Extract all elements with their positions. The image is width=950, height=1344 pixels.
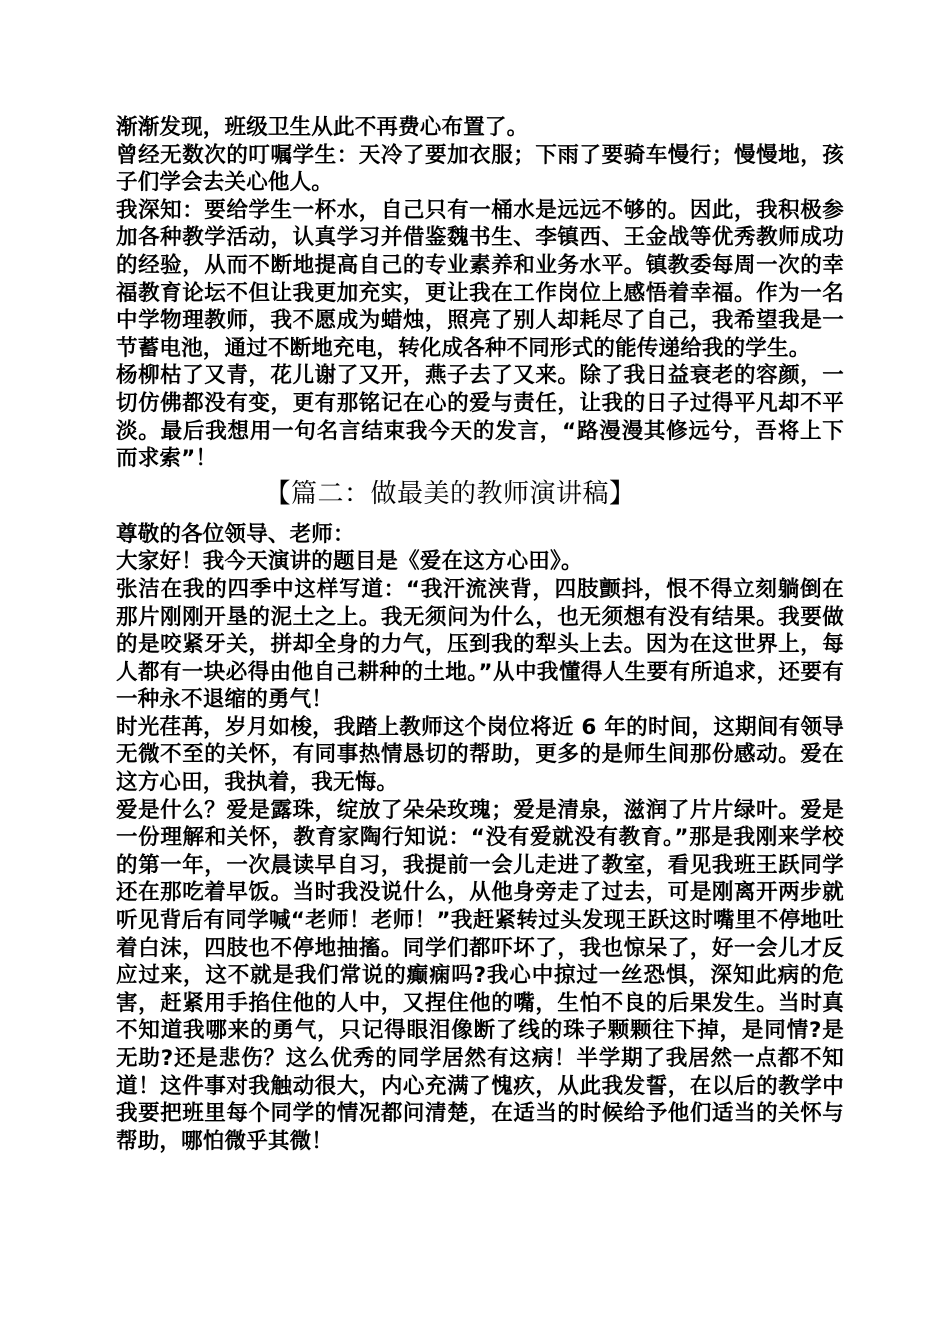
paragraph-zhangjie-quote: 张洁在我的四季中这样写道：“我汗流浃背，四肢颤抖，恨不得立刻躺倒在那片刚刚开垦的泥土之上。我无须问为什么，也无须想有没有结果。我要做的是咬紧牙关，拼却全身的力气，压到我的犁头上去。因为在这世界上，每人都有一块必得由他自己耕种的土地。”从中我懂得人生要有所追求，还要有一种永不退缩的勇气！: [116, 576, 844, 713]
section-heading: 【篇二：做最美的教师演讲稿】: [264, 478, 636, 509]
paragraph-class-hygiene: 渐渐发现，班级卫生从此不再费心布置了。: [116, 115, 529, 140]
document-page: [116, 114, 844, 1155]
paragraph-reminding-students: 曾经无数次的叮嘱学生：天冷了要加衣服；下雨了要骑车慢行；慢慢地，孩子们学会去关心他人。: [116, 142, 844, 196]
paragraph-greeting-title: 大家好！我今天演讲的题目是《爱在这方心田》。: [116, 549, 583, 575]
paragraph-salutation: 尊敬的各位领导、老师：: [116, 521, 355, 547]
paragraph-closing-quote: 杨柳枯了又青，花儿谢了又开，燕子去了又来。除了我日益衰老的容颜，一切仿佛都没有变，更有那铭记在心的爱与责任，让我的日子过得平凡却不平淡。最后我想用一句名言结束我今天的发言，“路漫漫其修远兮，吾将上下而求索”！: [116, 363, 844, 472]
paragraph-what-is-love: 爱是什么？爱是露珠，绽放了朵朵玫瑰；爱是清泉，滋润了片片绿叶。爱是一份理解和关怀，教育家陶行知说：“没有爱就没有教育。”那是我刚来学校的第一年，一次晨读早自习，我提前一会儿走进了教室，看见我班王跃同学还在那吃着早饭。当时我没说什么，从他身旁走了过去，可是刚离开两步就听见背后有同学喊“老师！老师！”我赶紧转过头发现王跃这时嘴里不停地吐着白沫，四肢也不停地抽搐。同学们都吓坏了，我也惊呆了，好一会儿才反应过来，这不就是我们常说的癫痫吗?我心中掠过一丝恐惧，深知此病的危害，赶紧用手掐住他的人中，又捏住他的嘴，生怕不良的后果发生。当时真不知道我哪来的勇气，只记得眼泪像断了线的珠子颗颗往下掉，是同情?是无助?还是悲伤？这么优秀的同学居然有这病！半学期了我居然一点都不知道！这件事对我触动很大，内心充满了愧疚，从此我发誓，在以后的教学中我要把班里每个同学的情况都问清楚，在适当的时候给予他们适当的关怀与帮助，哪怕微乎其微！: [116, 797, 844, 1154]
paragraph-six-years: 时光荏苒，岁月如梭，我踏上教师这个岗位将近 6 年的时间，这期间有领导无微不至的关怀，有同事热情恳切的帮助，更多的是师生间那份感动。爱在这方心田，我执着，我无悔。: [116, 714, 844, 796]
paragraph-professional-growth: 我深知：要给学生一杯水，自己只有一桶水是远远不够的。因此，我积极参加各种教学活动，认真学习并借鉴魏书生、李镇西、王金战等优秀教师成功的经验，从而不断地提高自己的专业素养和业务水平。镇教委每周一次的幸福教育论坛不但让我更加充实，更让我在工作岗位上感悟着幸福。作为一名中学物理教师，我不愿成为蜡烛，照亮了别人却耗尽了自己，我希望我是一节蓄电池，通过不断地充电，转化成各种不同形式的能传递给我的学生。: [116, 197, 844, 361]
